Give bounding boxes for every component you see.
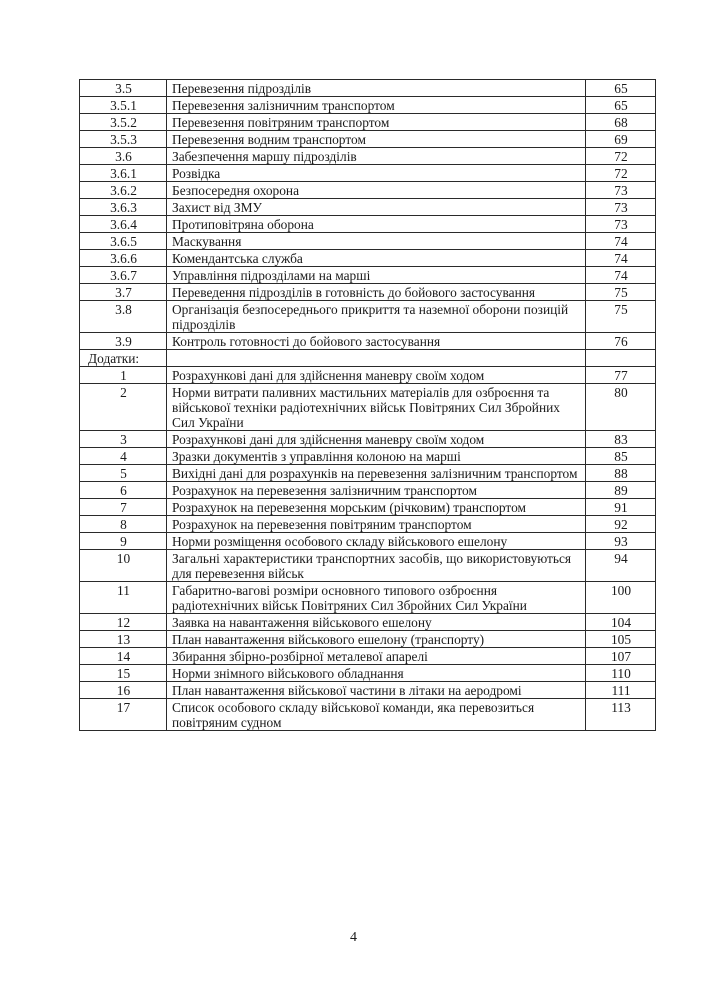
toc-section-title: Вихідні дані для розрахунків на перевезення залізничним транспортом	[167, 465, 586, 482]
toc-page-number: 68	[586, 114, 656, 131]
toc-section-title: Перевезення залізничним транспортом	[167, 97, 586, 114]
toc-page-number: 73	[586, 199, 656, 216]
toc-row	[80, 114, 656, 131]
toc-section-number: 3.6.3	[80, 199, 167, 216]
toc-section-title: План навантаження військової частини в літаки на аеродромі	[167, 682, 586, 699]
toc-section-title: Маскування	[167, 233, 586, 250]
toc-page-number: 100	[586, 582, 656, 614]
toc-page-number: 74	[586, 250, 656, 267]
toc-section-title: Список особового складу військової команди, яка перевозиться повітряним судном	[167, 699, 586, 731]
toc-section-title: Збирання збірно-розбірної металевої апарелі	[167, 648, 586, 665]
toc-section-title: Розрахунок на перевезення морським (річковим) транспортом	[167, 499, 586, 516]
toc-row	[80, 165, 656, 182]
toc-page-number: 111	[586, 682, 656, 699]
toc-page-number: 65	[586, 97, 656, 114]
toc-section-number: 3	[80, 431, 167, 448]
toc-section-title: Норми знімного військового обладнання	[167, 665, 586, 682]
toc-section-title: Протиповітряна оборона	[167, 216, 586, 233]
toc-row	[80, 250, 656, 267]
toc-page-number: 113	[586, 699, 656, 731]
toc-section-title: Перевезення повітряним транспортом	[167, 114, 586, 131]
toc-page-number: 77	[586, 367, 656, 384]
toc-row	[80, 333, 656, 350]
toc-section-title: Норми розміщення особового складу військового ешелону	[167, 533, 586, 550]
toc-row	[80, 431, 656, 448]
toc-section-number: 3.6.1	[80, 165, 167, 182]
toc-page-number: 89	[586, 482, 656, 499]
toc-section-title: Розрахунок на перевезення залізничним транспортом	[167, 482, 586, 499]
toc-section-number: 3.7	[80, 284, 167, 301]
toc-row	[80, 97, 656, 114]
toc-page-number: 92	[586, 516, 656, 533]
toc-row	[80, 301, 656, 333]
toc-row	[80, 199, 656, 216]
toc-section-number: 6	[80, 482, 167, 499]
toc-row	[80, 267, 656, 284]
toc-row	[80, 148, 656, 165]
toc-row	[80, 350, 656, 367]
toc-section-number: 4	[80, 448, 167, 465]
toc-section-number: 15	[80, 665, 167, 682]
toc-section-number: 3.6.2	[80, 182, 167, 199]
toc-page-number	[586, 350, 656, 367]
toc-page-number: 94	[586, 550, 656, 582]
toc-section-title: Контроль готовності до бойового застосування	[167, 333, 586, 350]
toc-section-title: Організація безпосереднього прикриття та наземної оборони позицій підрозділів	[167, 301, 586, 333]
toc-page-number: 91	[586, 499, 656, 516]
toc-section-title: Комендантська служба	[167, 250, 586, 267]
toc-row	[80, 465, 656, 482]
toc-row	[80, 482, 656, 499]
toc-section-number: 3.9	[80, 333, 167, 350]
toc-section-title: Розрахунок на перевезення повітряним транспортом	[167, 516, 586, 533]
toc-row	[80, 80, 656, 97]
toc-section-number: 1	[80, 367, 167, 384]
toc-page-number: 88	[586, 465, 656, 482]
toc-section-number: 9	[80, 533, 167, 550]
toc-row	[80, 614, 656, 631]
toc-page-number: 75	[586, 301, 656, 333]
toc-row	[80, 682, 656, 699]
toc-row	[80, 131, 656, 148]
toc-page-number: 93	[586, 533, 656, 550]
toc-section-title: План навантаження військового ешелону (транспорту)	[167, 631, 586, 648]
toc-section-number: Додатки:	[80, 350, 167, 367]
toc-section-number: 3.5	[80, 80, 167, 97]
toc-section-number: 13	[80, 631, 167, 648]
toc-row	[80, 284, 656, 301]
toc-row	[80, 665, 656, 682]
toc-section-number: 11	[80, 582, 167, 614]
toc-section-title: Розрахункові дані для здійснення маневру своїм ходом	[167, 367, 586, 384]
toc-section-title: Розрахункові дані для здійснення маневру своїм ходом	[167, 431, 586, 448]
toc-page-number: 83	[586, 431, 656, 448]
toc-page-number: 65	[586, 80, 656, 97]
toc-page-number: 107	[586, 648, 656, 665]
toc-page-number: 110	[586, 665, 656, 682]
toc-page-number: 73	[586, 216, 656, 233]
toc-section-number: 5	[80, 465, 167, 482]
toc-row	[80, 582, 656, 614]
toc-page-number: 74	[586, 233, 656, 250]
table-of-contents	[79, 79, 656, 731]
toc-row	[80, 631, 656, 648]
toc-section-title: Заявка на навантаження військового ешелону	[167, 614, 586, 631]
toc-section-number: 7	[80, 499, 167, 516]
toc-section-title: Захист від ЗМУ	[167, 199, 586, 216]
toc-row	[80, 384, 656, 431]
toc-section-title: Розвідка	[167, 165, 586, 182]
toc-section-title: Переведення підрозділів в готовність до бойового застосування	[167, 284, 586, 301]
toc-section-number: 3.6.7	[80, 267, 167, 284]
toc-row	[80, 516, 656, 533]
toc-row	[80, 233, 656, 250]
toc-row	[80, 499, 656, 516]
toc-row	[80, 550, 656, 582]
toc-page-number: 75	[586, 284, 656, 301]
toc-section-number: 3.6.4	[80, 216, 167, 233]
toc-page-number: 69	[586, 131, 656, 148]
toc-section-number: 12	[80, 614, 167, 631]
toc-section-title	[167, 350, 586, 367]
toc-row	[80, 648, 656, 665]
toc-section-number: 8	[80, 516, 167, 533]
toc-section-title: Безпосередня охорона	[167, 182, 586, 199]
toc-body	[80, 80, 656, 731]
toc-section-number: 10	[80, 550, 167, 582]
toc-section-number: 2	[80, 384, 167, 431]
toc-page-number: 73	[586, 182, 656, 199]
toc-page-number: 80	[586, 384, 656, 431]
toc-page-number: 72	[586, 165, 656, 182]
toc-section-title: Забезпечення маршу підрозділів	[167, 148, 586, 165]
toc-section-number: 17	[80, 699, 167, 731]
toc-section-number: 3.6	[80, 148, 167, 165]
toc-section-number: 16	[80, 682, 167, 699]
toc-section-title: Норми витрати паливних мастильних матеріалів для озброєння та військової техніки радіотехнічних військ Повітряних Сил Збройних Сил України	[167, 384, 586, 431]
toc-section-number: 3.8	[80, 301, 167, 333]
toc-page-number: 74	[586, 267, 656, 284]
toc-section-number: 14	[80, 648, 167, 665]
toc-page-number: 76	[586, 333, 656, 350]
toc-row	[80, 216, 656, 233]
toc-section-title: Перевезення водним транспортом	[167, 131, 586, 148]
page-number: 4	[350, 930, 357, 945]
toc-row	[80, 533, 656, 550]
toc-row	[80, 182, 656, 199]
toc-section-number: 3.6.6	[80, 250, 167, 267]
toc-section-number: 3.5.2	[80, 114, 167, 131]
toc-page-number: 105	[586, 631, 656, 648]
toc-section-title: Габаритно-вагові розміри основного типового озброєння радіотехнічних військ Повітряних Сил Збройних Сил України	[167, 582, 586, 614]
toc-section-title: Загальні характеристики транспортних засобів, що використовуються для перевезення військ	[167, 550, 586, 582]
toc-section-title: Зразки документів з управління колоною на марші	[167, 448, 586, 465]
toc-section-number: 3.5.1	[80, 97, 167, 114]
toc-page-number: 104	[586, 614, 656, 631]
toc-page-number: 72	[586, 148, 656, 165]
toc-row	[80, 367, 656, 384]
toc-section-title: Управління підрозділами на марші	[167, 267, 586, 284]
toc-section-number: 3.5.3	[80, 131, 167, 148]
toc-section-number: 3.6.5	[80, 233, 167, 250]
toc-row	[80, 699, 656, 731]
toc-section-title: Перевезення підрозділів	[167, 80, 586, 97]
toc-page-number: 85	[586, 448, 656, 465]
toc-row	[80, 448, 656, 465]
